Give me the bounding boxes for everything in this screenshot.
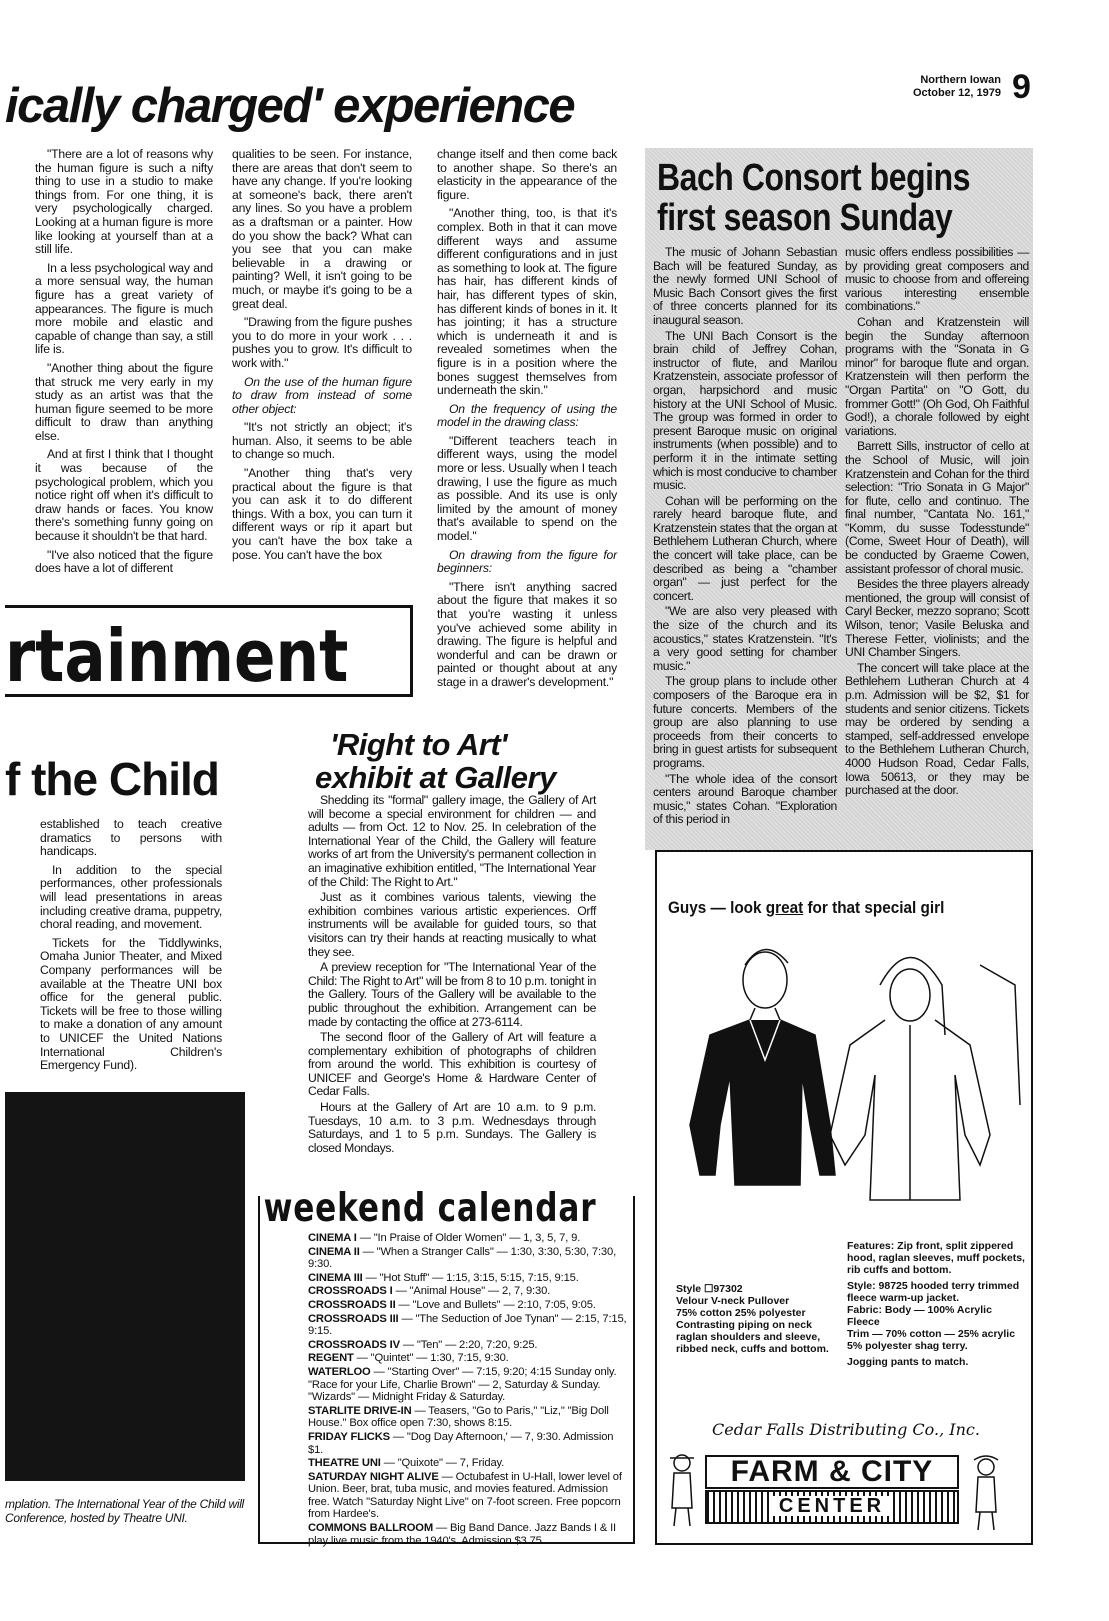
paragraph: "I've also noticed that the figure does have a lot of different bbox=[35, 547, 213, 576]
figure-story-col1 bbox=[35, 148, 213, 581]
venue-name: COMMONS BALLROOM bbox=[308, 1522, 433, 1535]
calendar-entry bbox=[308, 1431, 630, 1456]
paragraph: The second floor of the Gallery of Art will feature a complementary exhibition of photographs of children from around the world. This exhibition is courtesy of UNICEF and George's Home & Hardware Center of Cedar Falls. bbox=[308, 1030, 596, 1099]
listing-text: — "The Seduction of Joe Tynan" — 2:15, 7:15, 9:15. bbox=[308, 1312, 627, 1338]
subhead-paragraph: On the use of the human figure to draw from instead of some other object: bbox=[232, 374, 412, 416]
weekend-calendar-title: weekend calendar bbox=[263, 1186, 597, 1231]
listing-text: — "Quixote" — 7, Friday. bbox=[380, 1457, 505, 1470]
calendar-entry bbox=[308, 1313, 630, 1338]
paragraph: change itself and then come back to another shape. So there's an elasticity in the appearance of the figure. bbox=[437, 147, 617, 202]
figure-story-col3 bbox=[437, 148, 617, 695]
calendar-entry bbox=[308, 1285, 630, 1298]
calendar-entry bbox=[308, 1366, 630, 1404]
worker-icon bbox=[966, 1452, 1006, 1532]
paragraph: In addition to the special performances, other professionals will lead presentations in areas including creative drama, puppetry, choral reading, and movement. bbox=[40, 862, 222, 932]
listing-text: — "In Praise of Older Women" — 1, 3, 5, 7, 9. bbox=[356, 1232, 581, 1244]
page-number: 9 bbox=[1012, 68, 1031, 106]
paragraph: "There isn't anything sacred about the figure that makes it so that you're wasting it unless you've achieved some ability in drawing. The figure is helpful and wonderful and can be drawn or painted or thought about at any stage in a drawer's development." bbox=[437, 579, 617, 689]
calendar-entry bbox=[308, 1352, 630, 1365]
bach-col2 bbox=[845, 246, 1029, 800]
venue-name: REGENT bbox=[308, 1352, 354, 1365]
caption-line: mplation. The International Year of the Child will bbox=[5, 1497, 244, 1511]
section-banner bbox=[5, 605, 413, 697]
pullover-line: ribbed neck, cuffs and bottom. bbox=[676, 1343, 829, 1355]
ad-illustration bbox=[670, 925, 1025, 1215]
listing-text: — "Love and Bullets" — 2:10, 7:05, 9:05. bbox=[395, 1298, 596, 1311]
issue-date: October 12, 1979 bbox=[912, 87, 1001, 99]
calendar-entry bbox=[308, 1232, 630, 1245]
photo-caption bbox=[5, 1497, 244, 1525]
paragraph: music offers endless possibilities — by providing great composers and music to choose from and offereing various interesting ensemble combinations." bbox=[845, 245, 1029, 314]
bach-headline: Bach Consort begins first season Sunday bbox=[657, 157, 971, 239]
listing-text: — "Ten" — 2:20, 7:20, 9:25. bbox=[399, 1338, 538, 1351]
art-headline-line2: exhibit at Gallery bbox=[315, 760, 556, 795]
listing-text: — "Quintet" — 1:30, 7:15, 9:30. bbox=[353, 1352, 509, 1365]
paper-name: Northern Iowan bbox=[920, 74, 1001, 86]
bach-col1 bbox=[653, 246, 837, 829]
paragraph: The UNI Bach Consort is the brain child of Jeffrey Cohan, instructor of flute, and Marilou Kratzenstein, associate professor of organ, harpsichord and music history at the UNI School of Music. The group was formed in order to present Baroque music on original instruments (when possible) and to perform it in the intimate setting which is most conducive to chamber music. bbox=[653, 328, 837, 493]
figure-story-headline: ically charged' experience bbox=[5, 79, 575, 133]
venue-name: THEATRE UNI bbox=[308, 1457, 381, 1470]
store-sub-banner bbox=[705, 1490, 959, 1524]
paragraph: established to teach creative dramatics to persons with handicaps. bbox=[40, 817, 222, 859]
farmer-icon bbox=[662, 1448, 702, 1528]
subhead-paragraph: On drawing from the figure for beginners: bbox=[437, 547, 617, 576]
paragraph: "It's not strictly an object; it's human. Also, it seems to be able to change so much. bbox=[232, 420, 412, 462]
calendar-entry bbox=[308, 1471, 630, 1521]
jacket-trim: Trim — 70% cotton — 25% acrylic 5% polyester shag terry. bbox=[847, 1328, 1016, 1352]
ad-headline bbox=[668, 898, 944, 918]
listing-text: — Octubafest in U-Hall, lower level of Union. Beer, brat, tuba music, and movies featured. Admission free. Watch "Saturday Night Live" on 7-foot screen. Free popcorn from Hardee's. bbox=[308, 1470, 622, 1521]
pullover-style: Style ☐97302 bbox=[676, 1283, 743, 1295]
venue-name: FRIDAY FLICKS bbox=[308, 1430, 390, 1443]
jacket-style: Style: 98725 hooded terry trimmed fleece warm-up jacket. bbox=[847, 1280, 1020, 1304]
calendar-entry bbox=[308, 1246, 630, 1271]
paragraph: qualities to be seen. For instance, there are areas that don't seem to have any change. If you're looking at someone's back, there aren't any lines. So you have a problem as a draftsman or a painter. How do you show the back? What can you see that you can make believable in a drawing or painting? Well, it isn't going to be much, or maybe it's going to be a great deal. bbox=[232, 147, 412, 311]
paragraph: Just as it combines various talents, viewing the exhibition combines various artistic experiences. Orff instruments will be available for guided tours, so that visitors can try their hands at reacting musically to what they see. bbox=[308, 890, 596, 959]
weekend-calendar-list bbox=[308, 1232, 630, 1548]
paragraph: A preview reception for "The International Year of the Child: The Right to Art" will be from 8 to 10 p.m. tonight in the Gallery. Tours of the Gallery will be available to the public throughout the exhibition. Arrangement can be made by contacting the office at 273-6114. bbox=[308, 960, 596, 1029]
store-script-name: Cedar Falls Distributing Co., Inc. bbox=[712, 1420, 980, 1439]
paragraph: The concert will take place at the Bethlehem Lutheran Church at 4 p.m. Admission will be $2, $1 for students and senior citizens. Tickets may be ordered by sending a stamped, self-addressed envelope to the Bethlehem Lutheran Church, 4000 Hudson Road, Cedar Falls, Iowa 50613, or they may be purchased at the door. bbox=[845, 660, 1029, 798]
venue-name: STARLITE DRIVE-IN bbox=[308, 1404, 412, 1417]
pullover-details bbox=[676, 1283, 841, 1355]
art-headline bbox=[315, 728, 556, 794]
calendar-entry bbox=[308, 1272, 630, 1285]
pullover-line: raglan shoulders and sleeve, bbox=[676, 1331, 821, 1343]
section-banner-text: rtainment bbox=[5, 614, 349, 697]
ad-headline-part: Guys — look bbox=[668, 898, 766, 917]
child-body bbox=[40, 818, 222, 1078]
paragraph: "Another thing about the figure that struck me very early in my study as an artist was that the human figure seemed to be more difficult to draw than anything else. bbox=[35, 360, 213, 443]
paragraph: In a less psychological way and a more sensual way, the human figure has a great variety of appearances. The figure is much more mobile and elastic and capable of change than say, a still life is. bbox=[35, 260, 213, 357]
calendar-entry bbox=[308, 1339, 630, 1352]
venue-name: CROSSROADS II bbox=[308, 1298, 396, 1311]
figure-story-col2 bbox=[232, 148, 412, 567]
venue-name: WATERLOO bbox=[308, 1365, 371, 1378]
paragraph: Tickets for the Tiddlywinks, Omaha Junior Theater, and Mixed Company performances will be available at the Theatre UNI box office for the general public. Tickets will be free to those willing to make a donation of any amount to UNICEF the United Nations International Children's Emergency Fund). bbox=[40, 935, 222, 1073]
paragraph: The group plans to include other composers of the Baroque era in future concerts. Members of the group are also planning to use proceeds from their concerts to bring in guest artists for subsequent programs. bbox=[653, 674, 837, 770]
man-pullover-drawing bbox=[690, 949, 835, 1185]
store-sub: CENTER bbox=[772, 1496, 892, 1516]
venue-name: SATURDAY NIGHT ALIVE bbox=[308, 1470, 439, 1483]
paragraph: "We are also very pleased with the size of the church and its acoustics," states Kratzenstein. "It's a very good setting for chamber music." bbox=[653, 604, 837, 673]
man-jacket-drawing bbox=[830, 958, 1020, 1201]
paragraph: "Different teachers teach in different ways, using the model more or less. Usually when I teach drawing, I use the figure as much as possible. And its use is only limited by the amount of money that's available to spend on the model." bbox=[437, 433, 617, 544]
jogging-note: Jogging pants to match. bbox=[847, 1356, 969, 1368]
paragraph: Barrett Sills, instructor of cello at the School of Music, will join Kratzenstein and Cohan for the third selection: "Trio Sonata in G Major" for flute, cello and continuo. The final number, "Cantata No. 161," "Komm, du susse Todesstunde" (Come, Sweet Hour of Death), will be conducted by Graeme Cowen, assistant professor of choral music. bbox=[845, 439, 1029, 576]
paragraph: And at first I think that I thought it was because of the psychological problem, which you notice right off when it's difficult to draw hands or faces. You know there's something funny going on because it shouldn't be that hard. bbox=[35, 447, 213, 544]
paragraph: Cohan and Kratzenstein will begin the Sunday afternoon programs with the "Sonata in G minor" for baroque flute and organ. Kratzenstein will then perform the "Organ Partita" on "O Gott, du frommer Gott!" (Oh God, Oh Faithful God!), a chorale followed by eight variations. bbox=[845, 314, 1029, 438]
listing-text: — Teasers, "Go to Paris," "Liz," "Big Doll House." Box office open 7:30, shows 8:15. bbox=[308, 1404, 609, 1430]
paragraph: Hours at the Gallery of Art are 10 a.m. to 9 p.m. Tuesdays, 10 a.m. to 3 p.m. Wednesdays through Saturdays, and 1 to 5 p.m. Sundays. The Gallery is closed Mondays. bbox=[308, 1100, 596, 1155]
calendar-entry bbox=[308, 1299, 630, 1312]
listing-text: — "Dog Day Afternoon,' — 7, 9:30. Admission $1. bbox=[308, 1430, 614, 1456]
venue-name: CINEMA II bbox=[308, 1245, 360, 1258]
pullover-line: Velour V-neck Pullover bbox=[676, 1295, 790, 1307]
venue-name: CINEMA I bbox=[308, 1232, 357, 1244]
calendar-entry bbox=[308, 1522, 630, 1547]
pullover-line: 75% cotton 25% polyester bbox=[676, 1307, 806, 1319]
pullover-line: Contrasting piping on neck bbox=[676, 1319, 812, 1331]
paragraph: The music of Johann Sebastian Bach will be featured Sunday, as the newly formed UNI School of Music Bach Consort gives the first of three concerts planned for its inaugural season. bbox=[653, 245, 837, 327]
venue-name: CROSSROADS III bbox=[308, 1312, 399, 1325]
subhead-paragraph: On the frequency of using the model in the drawing class: bbox=[437, 401, 617, 430]
masthead bbox=[913, 74, 1001, 100]
photo bbox=[5, 1092, 245, 1481]
paragraph: Cohan will be performing on the rarely heard baroque flute, and Kratzenstein states that the organ at Bethlehem Lutheran Church, where the concert will take place, can be described as being a "chamber organ" — just perfect for the concert. bbox=[653, 493, 837, 603]
caption-line: Conference, hosted by Theatre UNI. bbox=[5, 1511, 188, 1525]
venue-name: CINEMA III bbox=[308, 1271, 363, 1284]
listing-text: — "Starting Over" — 7:15, 9:20; 4:15 Sunday only. "Race for your Life, Charlie Brown" — 2, Saturday & Sunday. "Wizards" — Midnight Friday & Saturday. bbox=[308, 1365, 617, 1404]
listing-text: — Big Band Dance. Jazz Bands I & II play live music from the 1940's. Admission $3.75. bbox=[308, 1522, 617, 1547]
venue-name: CROSSROADS I bbox=[308, 1285, 393, 1298]
paragraph: "Another thing, too, is that it's complex. Both in that it can move different ways and assume different configurations and in just as something to look at. The figure has hair, has different kinds of hair, has different types of skin, has different kinds of bones in it. It has jointing; it has a structure which is underneath it and is revealed sometimes when the figure is in a position where the bones suggest themselves from underneath the skin." bbox=[437, 206, 617, 398]
listing-text: — "Animal House" — 2, 7, 9:30. bbox=[392, 1285, 551, 1298]
calendar-entry bbox=[308, 1457, 630, 1470]
ad-headline-emphasis: great bbox=[765, 898, 804, 917]
paragraph: Shedding its "formal" gallery image, the Gallery of Art will become a special environment for children — and adults — from Oct. 12 to Nov. 25. In celebration of the International Year of the Child, the Gallery will feature works of art from the University's permanent collection in an imaginative exhibition entitled, "The International Year of the Child: The Right to Art." bbox=[308, 793, 596, 889]
listing-text: — "When a Stranger Calls" — 1:30, 3:30, 5:30, 7:30, 9:30. bbox=[308, 1245, 617, 1271]
venue-name: CROSSROADS IV bbox=[308, 1338, 400, 1351]
art-body bbox=[308, 794, 596, 1157]
store-name: FARM & CITY bbox=[705, 1455, 959, 1489]
art-headline-line1: 'Right to Art' bbox=[330, 727, 508, 762]
listing-text: — "Hot Stuff" — 1:15, 3:15, 5:15, 7:15, 9:15. bbox=[362, 1271, 579, 1284]
paragraph: "Drawing from the figure pushes you to do more in your work . . . pushes you to grow. It's difficult to work with." bbox=[232, 315, 412, 370]
paragraph: "Another thing that's very practical about the figure is that you can ask it to do different things. With a box, you can turn it different ways or rip it apart but you can't have the box take a pose. You can't have the box bbox=[232, 466, 412, 562]
jacket-fabric: Fabric: Body — 100% Acrylic Fleece bbox=[847, 1304, 992, 1328]
ad-headline-part: for that special girl bbox=[803, 898, 945, 917]
paragraph: Besides the three players already mentioned, the group will consist of Caryl Becker, mezzo soprano; Scott Wilson, tenor; Vasile Beluska and Therese Fetter, violinists; and the UNI Chamber Singers. bbox=[845, 577, 1029, 660]
calendar-entry bbox=[308, 1405, 630, 1430]
paragraph: "There are a lot of reasons why the human figure is such a nifty thing to use in a studio to make things from. For one thing, it is very psychologically charged. Looking at a human figure is more like looking at yourself than at a still life. bbox=[35, 147, 213, 257]
jacket-features: Features: Zip front, split zippered hood, raglan sleeves, muff pockets, rib cuffs and bottom. bbox=[847, 1240, 1025, 1276]
child-headline: f the Child bbox=[5, 753, 219, 805]
jacket-details bbox=[847, 1240, 1027, 1368]
paragraph: "The whole idea of the consort centers around Baroque chamber music," states Cohan. "Exploration of this period in bbox=[653, 771, 837, 827]
